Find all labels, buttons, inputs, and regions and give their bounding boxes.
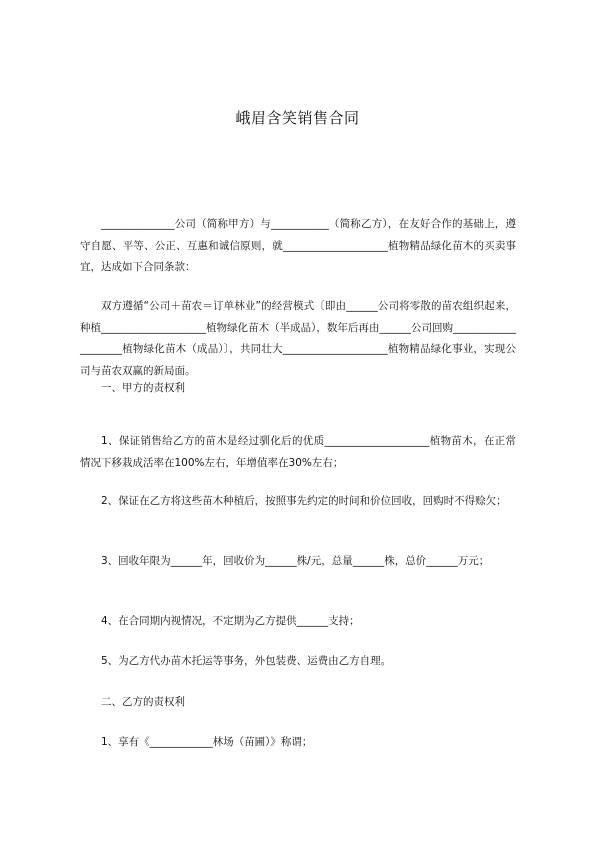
party-a-clause-2: 2、保证在乙方将这些苗木种植后，按照事先约定的时间和价位回收，回购时不得赊欠； <box>101 495 507 507</box>
party-a-clause-3: 3、回收年限为______年，回收价为______株/元，总量______株，总价______万元； <box>101 555 490 567</box>
business-model-paragraph: 双方遵循“公司＋苗农＝订单林业”的经营模式〔即由______公司将零散的苗农组织起来，种植____________________植物绿化苗木（半成品），数年后再由______公司回购____________________植物绿化苗木（成品）〕，共同壮大____________________植物精品绿化事业，实现公司与苗农双赢的新局面。 <box>80 300 516 377</box>
section-heading-party-a: 一、甲方的责权利 <box>101 382 185 394</box>
party-b-clause-1: 1、享有《____________林场（苗圃）》称谓； <box>101 736 313 748</box>
party-a-clause-4: 4、在合同期内视情况，不定期为乙方提供______支持； <box>101 615 360 627</box>
party-a-clause-5: 5、为乙方代办苗木托运等事务，外包装费、运费由乙方自理。 <box>101 655 392 667</box>
party-a-clause-1: 1、保证销售给乙方的苗木是经过驯化后的优质____________________植物苗木，在正常情况下移栽成活率在100%左右，年增值率在30%左右； <box>80 435 516 469</box>
document-title: 峨眉含笑销售合同 <box>235 109 360 127</box>
section-heading-party-b: 二、乙方的责权利 <box>101 696 185 708</box>
intro-paragraph: ______________公司（简称甲方）与___________（简称乙方），在友好合作的基础上，遵守自愿、平等、公正、互惠和诚信原则，就____________________植物精品绿化苗木的买卖事宜，达成如下合同条款： <box>80 218 516 273</box>
